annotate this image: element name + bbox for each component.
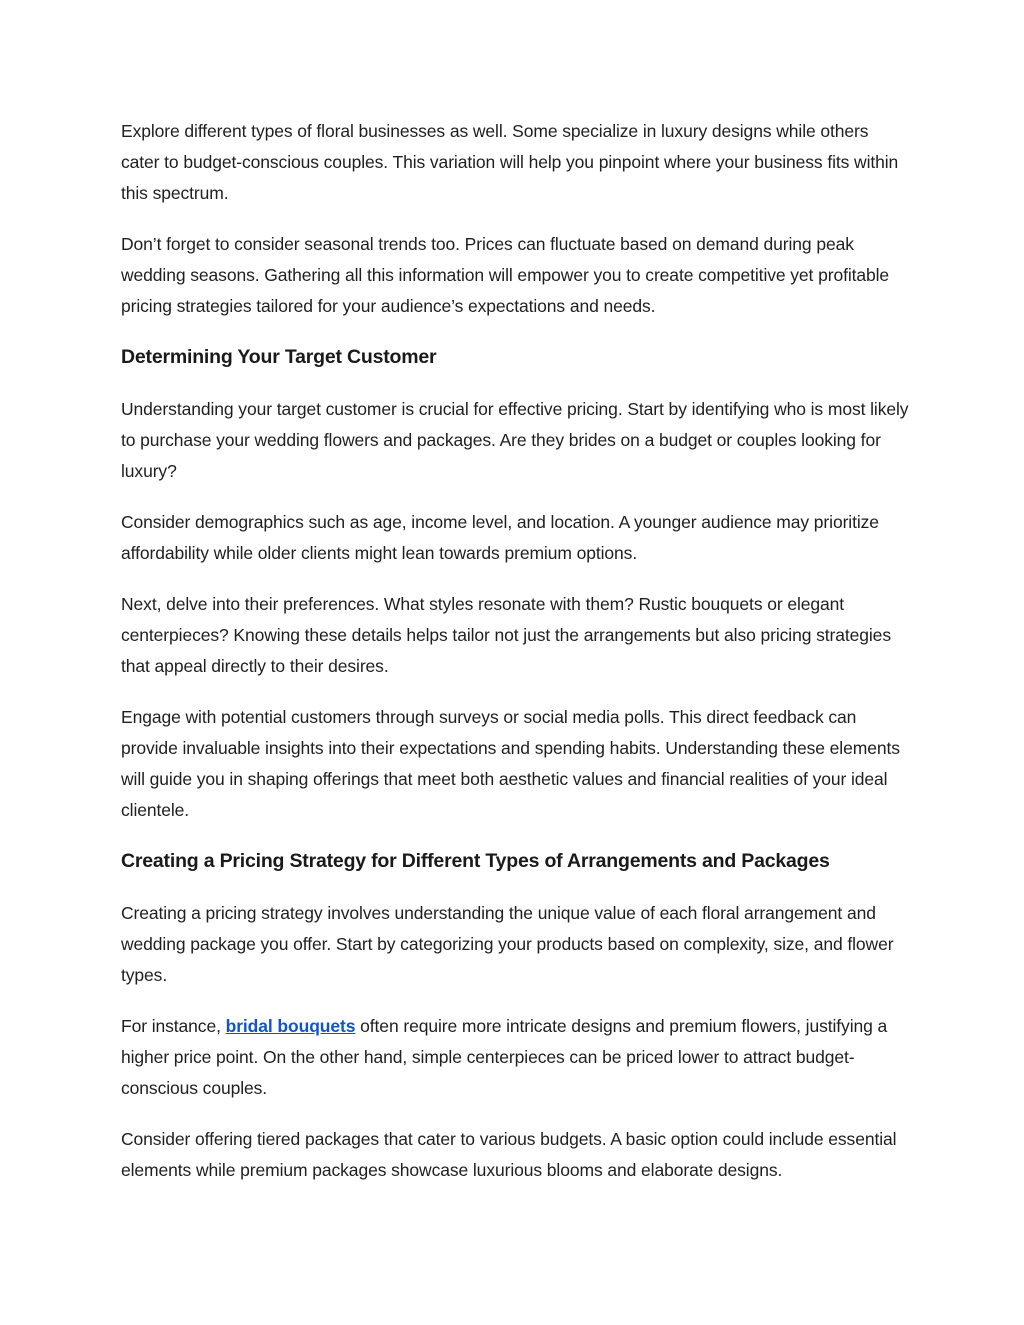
paragraph-floral-business-types: Explore different types of floral businesses as well. Some specialize in luxury designs while others cater to budget-conscious couples. This variation will help you pinpoint where your business fits within this spectrum. bbox=[121, 121, 899, 203]
paragraph-preferences: Next, delve into their preferences. What styles resonate with them? Rustic bouquets or elegant centerpieces? Knowing these details helps tailor not just the arrangements but also pricing strategies that appeal directly to their desires. bbox=[121, 594, 891, 676]
paragraph-creating-pricing-strategy: Creating a pricing strategy involves understanding the unique value of each floral arrangement and wedding package you offer. Start by categorizing your products based on complexity, size, and flower types. bbox=[121, 903, 894, 985]
paragraph-seasonal-trends: Don’t forget to consider seasonal trends too. Prices can fluctuate based on demand during peak wedding seasons. Gathering all this information will empower you to create competitive yet profitable pricing strategies tailored for your audience’s expectations and needs. bbox=[121, 234, 890, 316]
paragraph-understanding-customer: Understanding your target customer is crucial for effective pricing. Start by identifying who is most likely to purchase your wedding flowers and packages. Are they brides on a budget or couples looking for luxury? bbox=[121, 399, 909, 481]
paragraph-demographics: Consider demographics such as age, income level, and location. A younger audience may prioritize affordability while older clients might lean towards premium options. bbox=[121, 512, 879, 563]
document-body bbox=[121, 116, 911, 1206]
paragraph-tiered-packages: Consider offering tiered packages that cater to various budgets. A basic option could include essential elements while premium packages showcase luxurious blooms and elaborate designs. bbox=[121, 1129, 897, 1180]
paragraph-text-after-link: often require more intricate designs and premium flowers, justifying a higher price point. On the other hand, simple centerpieces can be priced lower to attract budget-conscious couples. bbox=[121, 1016, 888, 1098]
heading-pricing-strategy: Creating a Pricing Strategy for Different Types of Arrangements and Packages bbox=[121, 850, 830, 872]
bridal-bouquets-link[interactable]: bridal bouquets bbox=[225, 1016, 356, 1036]
paragraph-bridal-bouquets bbox=[121, 1011, 911, 1104]
heading-target-customer: Determining Your Target Customer bbox=[121, 346, 437, 368]
paragraph-text-before-link: For instance, bbox=[121, 1016, 226, 1036]
paragraph-engage-customers: Engage with potential customers through surveys or social media polls. This direct feedback can provide invaluable insights into their expectations and spending habits. Understanding these elements will guide you in shaping offerings that meet both aesthetic values and financial realities of your ideal clientele. bbox=[121, 707, 900, 820]
